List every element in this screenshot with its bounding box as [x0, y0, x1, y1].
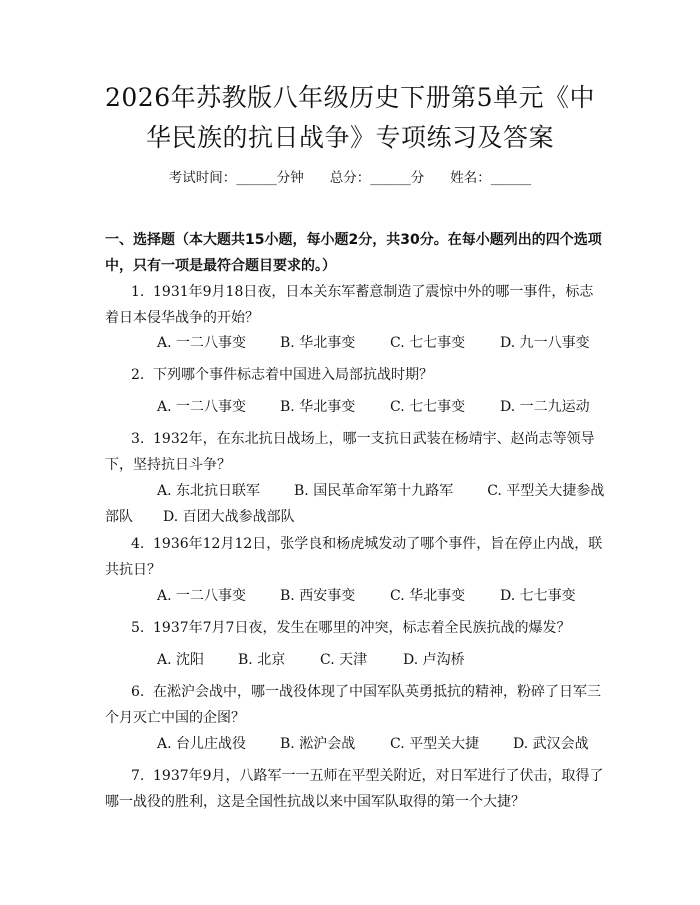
exam-meta-line: [0, 168, 700, 188]
option-b[interactable]: B. 淞沪会战: [280, 736, 356, 752]
option-a[interactable]: A. 一二八事变: [157, 399, 247, 415]
question-number: 6.: [131, 684, 145, 700]
option-c[interactable]: C. 华北事变: [390, 588, 466, 604]
question-number: 2.: [131, 367, 145, 383]
question-number: 4.: [131, 536, 145, 552]
question-3-options: [105, 478, 605, 530]
option-b[interactable]: B. 华北事变: [280, 399, 356, 415]
option-c[interactable]: C. 七七事变: [390, 399, 466, 415]
option-b[interactable]: B. 西安事变: [280, 588, 356, 604]
option-d[interactable]: D. 武汉会战: [513, 736, 589, 752]
question-text: 1931年9月18日夜，日本关东军蓄意制造了震惊中外的哪一事件，标志着日本侵华战争的开始？: [105, 284, 594, 326]
total-score: 总分：______分: [329, 170, 425, 186]
question-6: [105, 679, 605, 731]
question-text: 1937年9月，八路军一一五师在平型关附近，对日军进行了伏击，取得了哪一战役的胜利，这是全国性抗战以来中国军队取得的第一个大捷？: [105, 768, 604, 810]
option-c[interactable]: C. 天津: [320, 652, 368, 668]
student-name-field: 姓名：______: [450, 170, 532, 186]
option-d[interactable]: D. 九一八事变: [500, 335, 590, 351]
section-heading: 一、选择题（本大题共15小题，每小题2分，共30分。在每小题列出的四个选项中，只有一项是最符合题目要求的。）: [105, 232, 602, 274]
question-1: [105, 279, 605, 331]
question-text: 在淞沪会战中，哪一战役体现了中国军队英勇抵抗的精神，粉碎了日军三个月灭亡中国的企图？: [105, 684, 601, 726]
option-b[interactable]: B. 北京: [238, 652, 286, 668]
question-7: [105, 763, 605, 815]
option-a[interactable]: A. 一二八事变: [157, 588, 247, 604]
option-a[interactable]: A. 一二八事变: [157, 335, 247, 351]
document-title: [40, 78, 660, 158]
title-line-1: 2026年苏教版八年级历史下册第5单元《中: [104, 83, 596, 112]
option-b[interactable]: B. 华北事变: [280, 335, 356, 351]
question-text: 下列哪个事件标志着中国进入局部抗战时期？: [153, 367, 433, 383]
option-d[interactable]: D. 卢沟桥: [403, 652, 465, 668]
option-c[interactable]: C. 七七事变: [390, 335, 466, 351]
question-number: 3.: [131, 431, 145, 447]
question-4: [105, 531, 605, 583]
question-text: 1937年7月7日夜，发生在哪里的冲突，标志着全民族抗战的爆发？: [153, 620, 571, 636]
option-d[interactable]: D. 百团大战参战部队: [163, 509, 295, 525]
option-c[interactable]: C. 平型关大捷参战部队: [105, 483, 605, 525]
option-d[interactable]: D. 七七事变: [500, 588, 576, 604]
option-a[interactable]: A. 台儿庄战役: [157, 736, 247, 752]
title-line-2: 华民族的抗日战争》专项练习及答案: [145, 123, 554, 152]
question-text: 1932年，在东北抗日战场上，哪一支抗日武装在杨靖宇、赵尚志等领导下，坚持抗日斗争？: [105, 431, 595, 473]
question-5: [105, 615, 605, 641]
option-a[interactable]: A. 东北抗日联军: [157, 483, 261, 499]
question-3: [105, 426, 605, 478]
option-d[interactable]: D. 一二九运动: [500, 399, 590, 415]
question-number: 1.: [131, 284, 145, 300]
exam-time: 考试时间：______分钟: [168, 170, 304, 186]
option-c[interactable]: C. 平型关大捷: [390, 736, 480, 752]
question-number: 5.: [131, 620, 145, 636]
question-2: [105, 362, 605, 388]
option-a[interactable]: A. 沈阳: [157, 652, 205, 668]
question-text: 1936年12月12日，张学良和杨虎城发动了哪个事件，旨在停止内战，联共抗日？: [105, 536, 603, 578]
option-b[interactable]: B. 国民革命军第十九路军: [294, 483, 454, 499]
question-number: 7.: [131, 768, 145, 784]
